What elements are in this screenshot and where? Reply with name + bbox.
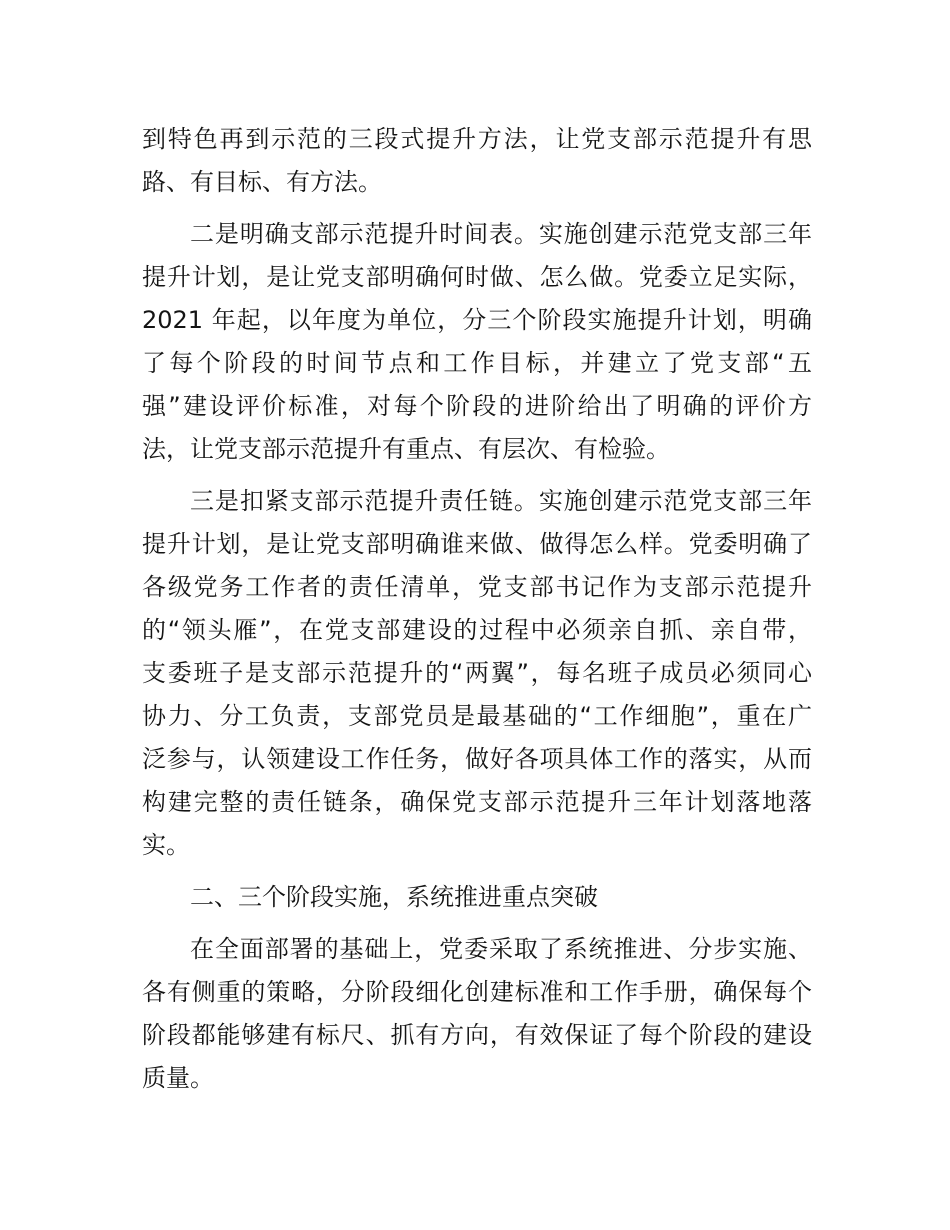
text-line: 2021 年起，以年度为单位，分三个阶段实施提升计划，明确: [142, 306, 812, 334]
text-line: 构建完整的责任链条，确保党支部示范提升三年计划落地落: [142, 788, 812, 816]
text-line: 支委班子是支部示范提升的“两翼”，每名班子成员必须同心: [142, 659, 812, 687]
paragraph-first-line: 三是扣紧支部示范提升责任链。实施创建示范党支部三年: [190, 487, 812, 515]
text-line: 了每个阶段的时间节点和工作目标，并建立了党支部“五: [142, 349, 812, 377]
text-line: 路、有目标、有方法。: [142, 168, 382, 196]
text-line: 实。: [142, 831, 190, 859]
text-line: 的“领头雁”，在党支部建设的过程中必须亲自抓、亲自带，: [142, 616, 812, 644]
text-line: 各有侧重的策略，分阶段细化创建标准和工作手册，确保每个: [142, 978, 812, 1006]
text-line: 质量。: [142, 1064, 214, 1092]
text-line: 提升计划，是让党支部明确谁来做、做得怎么样。党委明确了: [142, 530, 812, 558]
document-body: [142, 118, 812, 1100]
text-line: 阶段都能够建有标尺、抓有方向，有效保证了每个阶段的建设: [142, 1021, 812, 1049]
text-line: 法，让党支部示范提升有重点、有层次、有检验。: [142, 435, 670, 463]
text-line: 各级党务工作者的责任清单，党支部书记作为支部示范提升: [142, 573, 812, 601]
text-line: 提升计划，是让党支部明确何时做、怎么做。党委立足实际，: [142, 263, 812, 291]
paragraph-first-line: 在全面部署的基础上，党委采取了系统推进、分步实施、: [190, 935, 812, 963]
text-line: 泛参与，认领建设工作任务，做好各项具体工作的落实，从而: [142, 745, 812, 773]
paragraph-first-line: 二、三个阶段实施，系统推进重点突破: [190, 883, 598, 911]
text-line: 协力、分工负责，支部党员是最基础的“工作细胞”，重在广: [142, 702, 812, 730]
paragraph-first-line: 二是明确支部示范提升时间表。实施创建示范党支部三年: [190, 220, 812, 248]
text-line: 到特色再到示范的三段式提升方法，让党支部示范提升有思: [142, 125, 812, 153]
text-line: 强”建设评价标准，对每个阶段的进阶给出了明确的评价方: [142, 392, 812, 420]
